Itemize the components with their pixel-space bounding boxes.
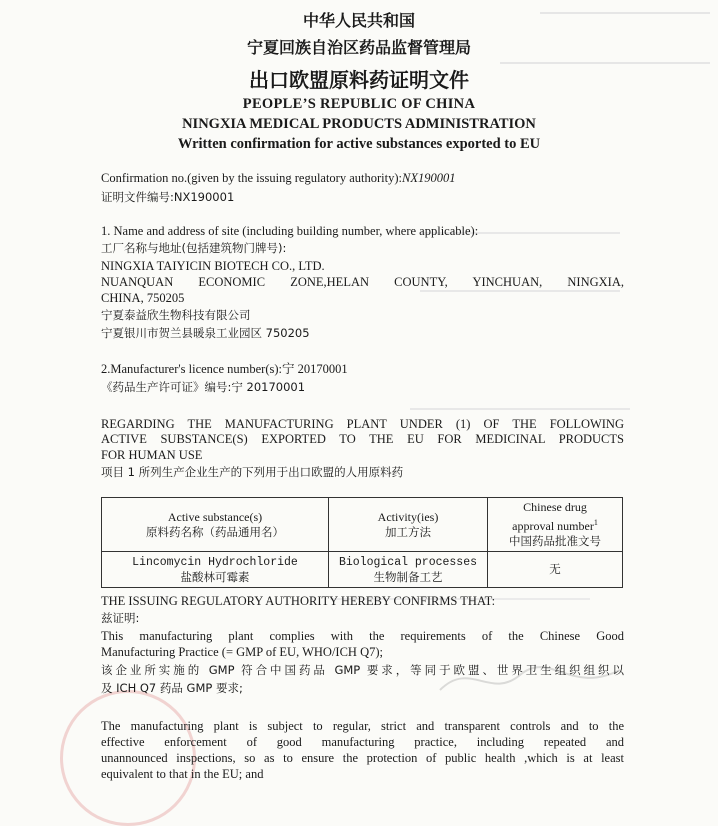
para2-line-3: unannounced inspections, so as to ensure the protection of public health ,which is at least xyxy=(101,751,624,765)
header-cn-authority: 宁夏回族自治区药品监督管理局 xyxy=(246,38,471,57)
active-substance-table xyxy=(101,497,623,588)
licence-cn: 《药品生产许可证》编号:宁 20170001 xyxy=(101,380,306,394)
col-header-substance xyxy=(102,498,329,552)
para2-line-4: equivalent to that in the EU; and xyxy=(101,767,264,781)
cell-activity-cn: 生物制备工艺 xyxy=(373,569,443,584)
header-cn-country: 中华人民共和国 xyxy=(302,11,415,30)
confirmation-number: NX190001 xyxy=(402,171,456,185)
col-header-approval-en-1: Chinese drug xyxy=(523,500,587,514)
cell-substance xyxy=(102,552,329,588)
site-company: NINGXIA TAIYICIN BIOTECH CO., LTD. xyxy=(101,259,325,273)
col-header-activity-cn: 加工方法 xyxy=(385,524,431,539)
licence-line: 2.Manufacturer's licence number(s):宁 20170001 xyxy=(101,362,348,376)
confirmation-label: Confirmation no.(given by the issuing regulatory authority): xyxy=(101,171,402,185)
cell-approval: 无 xyxy=(488,552,623,588)
regarding-line-1: REGARDING THE MANUFACTURING PLANT UNDER (1) OF THE FOLLOWING xyxy=(101,417,624,431)
site-heading-cn: 工厂名称与地址(包括建筑物门牌号): xyxy=(101,241,287,255)
cell-substance-cn: 盐酸林可霉素 xyxy=(180,569,250,584)
para2-line-2: effective enforcement of good manufacturing practice, including repeated and xyxy=(101,735,624,749)
table-row xyxy=(102,552,623,588)
header-cn-title: 出口欧盟原料药证明文件 xyxy=(249,68,469,92)
para1-cn-line-1: 该企业所实施的 GMP 符合中国药品 GMP 要求，等同于欧盟、世界卫生组织组织以 xyxy=(101,663,624,677)
site-address-cn: 宁夏银川市贺兰县暖泉工业园区 750205 xyxy=(101,326,310,340)
cell-activity-en: Biological processes xyxy=(338,555,478,569)
header-en-authority: NINGXIA MEDICAL PRODUCTS ADMINISTRATION xyxy=(182,116,536,132)
site-address-1: NUANQUAN ECONOMIC ZONE,HELAN COUNTY, YINCHUAN, NINGXIA, xyxy=(101,275,624,289)
header-en-title: Written confirmation for active substances exported to EU xyxy=(177,136,541,152)
cell-substance-en: Lincomycin Hydrochloride xyxy=(132,555,298,569)
para1-cn-line-2: 及 ICH Q7 药品 GMP 要求; xyxy=(101,681,243,695)
site-address-2: CHINA, 750205 xyxy=(101,291,185,305)
para1-line-2: Manufacturing Practice (= GMP of EU, WHO/ICH Q7); xyxy=(101,645,383,659)
col-header-substance-en: Active substance(s) xyxy=(167,509,263,524)
site-heading: 1. Name and address of site (including building number, where applicable): xyxy=(101,224,479,238)
confirmation-cn: 证明文件编号:NX190001 xyxy=(101,190,235,204)
col-header-approval-en-2: approval number xyxy=(512,519,594,533)
confirms-cn: 兹证明: xyxy=(101,611,140,625)
site-company-cn: 宁夏泰益欣生物科技有限公司 xyxy=(101,308,251,322)
header-en-country: PEOPLE’S REPUBLIC OF CHINA xyxy=(242,96,476,112)
regarding-cn: 项目 1 所列生产企业生产的下列用于出口欧盟的人用原料药 xyxy=(101,465,404,479)
confirmation-line xyxy=(101,171,455,186)
cell-activity xyxy=(329,552,488,588)
footnote-marker: 1 xyxy=(593,518,598,527)
col-header-activity-en: Activity(ies) xyxy=(377,509,439,524)
signature-mark xyxy=(430,650,630,710)
regarding-line-3: FOR HUMAN USE xyxy=(101,448,203,462)
confirms-heading: THE ISSUING REGULATORY AUTHORITY HEREBY CONFIRMS THAT: xyxy=(101,594,496,608)
col-header-substance-cn: 原料药名称（药品通用名） xyxy=(146,524,284,539)
col-header-approval-cn: 中国药品批准文号 xyxy=(509,534,601,548)
regarding-line-2: ACTIVE SUBSTANCE(S) EXPORTED TO THE EU FOR MEDICINAL PRODUCTS xyxy=(101,432,624,446)
para2-line-1: The manufacturing plant is subject to regular, strict and transparent controls and to the xyxy=(101,719,624,733)
table-header-row xyxy=(102,498,623,552)
col-header-approval xyxy=(488,498,623,552)
para1-line-1: This manufacturing plant complies with the requirements of the Chinese Good xyxy=(101,629,624,643)
col-header-activity xyxy=(329,498,488,552)
